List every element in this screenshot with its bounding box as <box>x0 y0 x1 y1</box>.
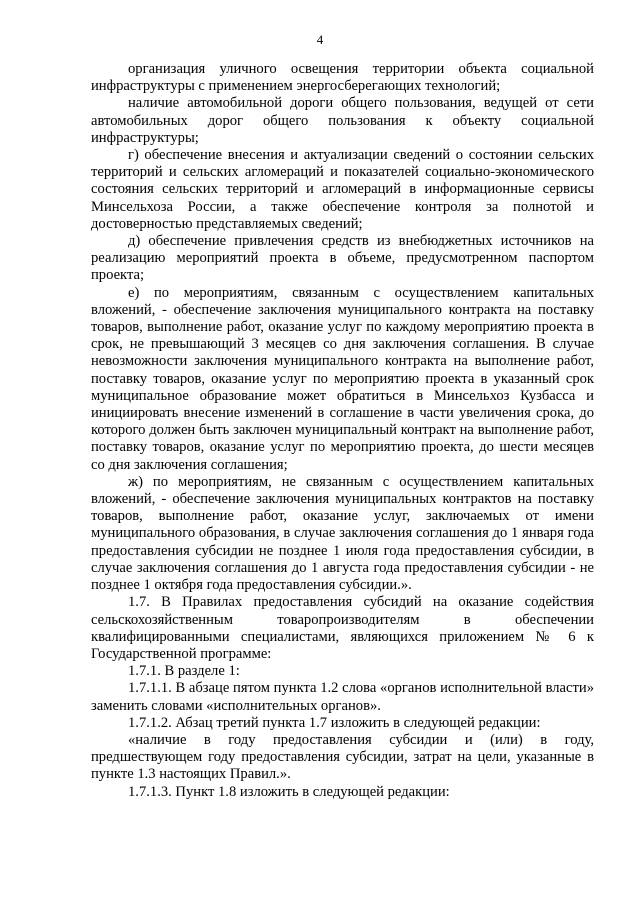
paragraph-road-access: наличие автомобильной дороги общего пользования, ведущей от сети автомобильных дорог общего пользования к объекту социальной инфраструктуры; <box>91 95 594 146</box>
paragraph-item-zh: ж) по мероприятиям, не связанным с осуществлением капитальных вложений, - обеспечение заключения муниципальных контрактов на поставку товаров, выполнение работ, оказание услуг, заключаемых от имени муниципального образования, в случае заключения соглашения до 1 января года предоставления субсидии не позднее 1 июля года предоставления субсидии, в случае заключения соглашения до 1 августа года предоставления субсидии - не позднее 1 октября года предоставления субсидии.». <box>91 473 594 594</box>
paragraph-section-1-7-1-2: 1.7.1.2. Абзац третий пункта 1.7 изложить в следующей редакции: <box>128 714 541 731</box>
document-body <box>91 61 594 801</box>
page-number: 4 <box>316 32 324 47</box>
paragraph-item-d: д) обеспечение привлечения средств из внебюджетных источников на реализацию мероприятий проекта в объеме, предусмотренном паспортом проекта; <box>91 233 594 284</box>
paragraph-section-1-7-1-3: 1.7.1.3. Пункт 1.8 изложить в следующей редакции: <box>128 783 450 800</box>
paragraph-street-lighting: организация уличного освещения территории объекта социальной инфраструктуры с применением энергосберегающих технологий; <box>91 61 594 95</box>
paragraph-section-1-7: 1.7. В Правилах предоставления субсидий на оказание содействия сельскохозяйственным товаропроизводителям в обеспечении квалифицированными специалистами, являющихся приложением № 6 к Государственной программе: <box>91 594 594 662</box>
paragraph-section-1-7-1-1: 1.7.1.1. В абзаце пятом пункта 1.2 слова «органов исполнительной власти» заменить словами «исполнительных органов». <box>91 680 594 714</box>
paragraph-section-1-7-1: 1.7.1. В разделе 1: <box>128 663 240 680</box>
paragraph-item-e: е) по мероприятиям, связанным с осуществлением капитальных вложений, - обеспечение заключения муниципального контракта на поставку товаров, выполнение работ, оказание услуг по каждому мероприятию проекта в срок, не превышающий 3 месяцев со дня заключения соглашения. В случае невозможности заключения муниципального контракта на выполнение работ, поставку товаров, оказание услуг по мероприятию проекта в указанный срок муниципальное образование может обратиться в Минсельхоз Кузбасса и инициировать внесение изменений в соглашение в части увеличения срока, до которого должен быть заключен муниципальный контракт на выполнение работ, поставку товаров, оказание услуг по мероприятию проекта, до шести месяцев со дня заключения соглашения; <box>91 284 594 473</box>
paragraph-quoted-condition: «наличие в году предоставления субсидии и (или) в году, предшествующем году предоставления субсидии, затрат на цели, указанные в пункте 1.3 настоящих Правил.». <box>91 731 594 783</box>
paragraph-item-g: г) обеспечение внесения и актуализации сведений о состоянии сельских территорий и сельских агломераций и показателей социально-экономического состояния сельских территорий и агломераций в информационные сервисы Минсельхоза России, а также обеспечение контроля за полнотой и достоверностью представляемых сведений; <box>91 147 594 232</box>
